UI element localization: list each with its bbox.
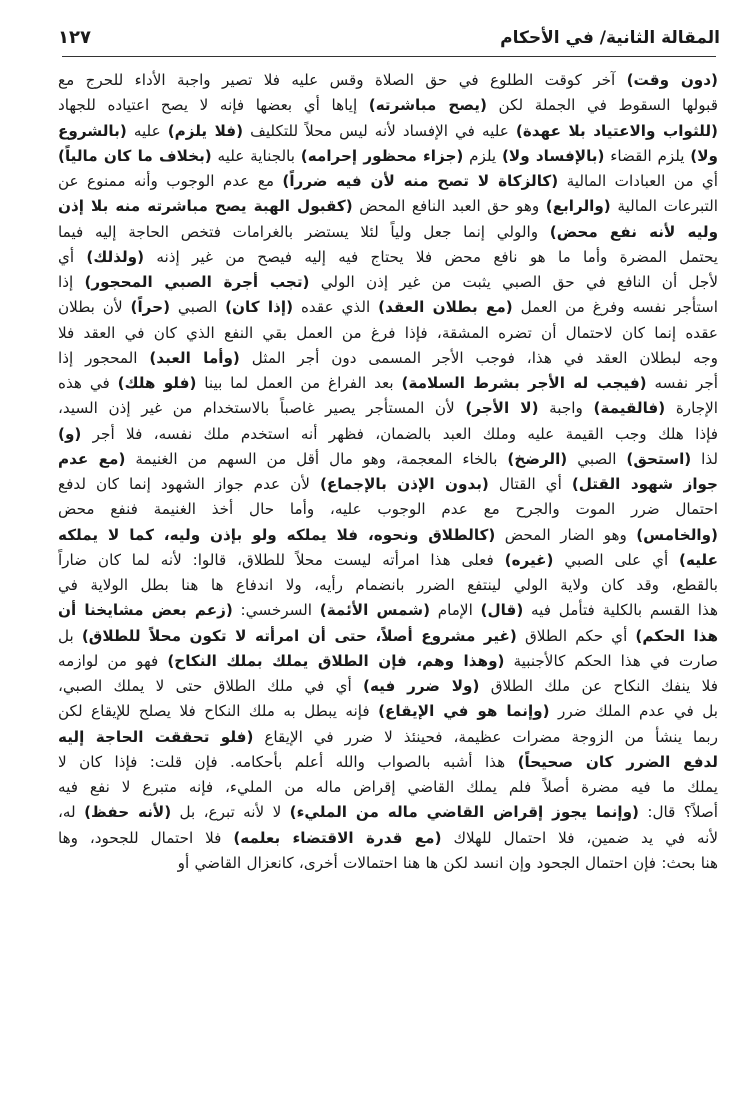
matn-text: (مع عدم bbox=[58, 449, 126, 468]
commentary-text: في هذه bbox=[58, 374, 118, 392]
commentary-text: الإمام bbox=[430, 601, 481, 620]
commentary-text: فلا ينفك النكاح عن ملك الطلاق bbox=[479, 677, 718, 695]
matn-text: (قال) bbox=[480, 601, 524, 620]
matn-text: (يصح مباشرته) bbox=[368, 96, 487, 115]
matn-text: (غير مشروع أصلاً، حتى أن امرأته لا تكون محلاً للطلاق) bbox=[81, 626, 517, 645]
matn-text: (ولا ضرر فيه) bbox=[363, 677, 480, 695]
text-line bbox=[58, 851, 718, 876]
commentary-text: لأن بطلان bbox=[58, 298, 131, 317]
matn-text: (والرابع) bbox=[545, 197, 611, 216]
matn-text: (زعم بعض مشايخنا أن bbox=[58, 601, 233, 620]
commentary-text: أي bbox=[58, 247, 87, 266]
matn-text: (مع قدرة الاقتضاء بعلمه) bbox=[233, 828, 442, 847]
matn-text: (بالشروع bbox=[58, 121, 127, 140]
matn-text: (وإنما يجوز إقراض القاضي ماله من المليء) bbox=[289, 803, 639, 822]
matn-text: (بالإفساد ولا) bbox=[501, 146, 605, 165]
matn-text: (كالزكاة لا تصح منه لأن فيه ضرراً) bbox=[282, 172, 559, 190]
matn-text: (كقبول الهبة يصح مباشرته منه بلا إذن bbox=[58, 197, 353, 216]
commentary-text: التبرعات المالية bbox=[610, 197, 718, 216]
text-line bbox=[58, 194, 718, 219]
text-line bbox=[58, 270, 718, 295]
text-line bbox=[58, 497, 718, 522]
commentary-text: استأجر نفسه وفرغ من العمل bbox=[512, 298, 718, 317]
matn-text: (وأما العبد) bbox=[149, 348, 240, 367]
text-line bbox=[58, 649, 718, 674]
commentary-text: يحتمل المضرة وأما ما هو نافع محض فلا يحتاج فيه إليه فيصح من غير إذنه bbox=[144, 247, 718, 266]
commentary-text: بالقطع، وقد كان ولاية الولي لينتفع الضرر بانضمام رأيه، ولا اندفاع ها هنا بطل الولاية في bbox=[58, 576, 718, 594]
matn-text: (فلا يلزم) bbox=[167, 121, 244, 140]
text-line bbox=[58, 750, 718, 775]
matn-text: (للثواب والاعتياد بلا عهدة) bbox=[515, 121, 718, 140]
matn-text: (استحق) bbox=[626, 449, 692, 468]
commentary-text: لأن عدم جواز الشهود إنما كان لدفع bbox=[58, 475, 320, 493]
commentary-text: آخر كوقت الطلوع في حق الصلاة وقس عليه فلا تصير واجبة الأداء للحرج مع bbox=[58, 71, 627, 89]
matn-text: وليه لأنه نفع محض) bbox=[549, 222, 718, 241]
matn-text: (إذا كان) bbox=[225, 298, 294, 317]
commentary-text: هنا بحث: فإن احتمال الجحود وإن انسد لكن ها هنا احتمالات أخرى، كانعزال القاضي أو bbox=[177, 853, 718, 872]
commentary-text: فعلى هذا امرأته ليست محلاً للطلاق، قالوا: لأنه لما كان ضاراً bbox=[58, 550, 505, 569]
commentary-text: واجبة bbox=[538, 399, 594, 418]
commentary-text: يملك ما فيه مضرة أصلاً فلم يملك القاضي إقراض ماله من المليء، فإنه متبرع لا نفع فيه bbox=[58, 778, 718, 796]
commentary-text: الإجارة bbox=[665, 399, 718, 418]
text-line bbox=[58, 472, 718, 497]
commentary-text: والولي إنما جعل ولياً لئلا يستضر بالغرامات فتخص الحاجة إليه فيما bbox=[58, 222, 550, 241]
matn-text: (ولذلك) bbox=[86, 247, 145, 266]
matn-text: (فالقيمة) bbox=[593, 399, 666, 418]
commentary-text: يلزم bbox=[463, 146, 502, 165]
matn-text: (كالطلاق ونحوه، فلا يملكه ولو بإذن وليه، كما لا يملكه bbox=[58, 525, 496, 544]
commentary-text: يلزم القضاء bbox=[604, 146, 691, 165]
matn-text: (غيره) bbox=[504, 550, 554, 569]
text-line bbox=[58, 68, 718, 93]
matn-text: (بخلاف ما كان مالياً) bbox=[58, 146, 212, 165]
text-line bbox=[58, 800, 718, 825]
text-line bbox=[58, 396, 718, 421]
matn-text: (تجب أجرة الصبي المحجور) bbox=[84, 273, 310, 291]
commentary-text: أي من العبادات المالية bbox=[558, 172, 718, 190]
commentary-text: السرخسي: bbox=[232, 601, 320, 620]
commentary-text: أجر نفسه bbox=[646, 374, 718, 392]
matn-text: (بدون الإذن بالإجماع) bbox=[319, 475, 489, 493]
text-line bbox=[58, 93, 718, 118]
matn-text: ولا) bbox=[690, 146, 718, 165]
commentary-text: إذا bbox=[58, 273, 85, 291]
commentary-text: بعد الفراغ من العمل لما بينا bbox=[196, 374, 402, 392]
matn-text: (فيجب له الأجر بشرط السلامة) bbox=[401, 374, 647, 392]
matn-text: (فلو تحققت الحاجة إليه bbox=[58, 727, 254, 746]
matn-text: (مع بطلان العقد) bbox=[378, 298, 513, 317]
commentary-text: احتمال ضرر الموت والجرح مع عدم الوجوب عليه، وأما حال أخذ الغنيمة فنفع محض bbox=[58, 500, 718, 519]
commentary-text: بالجناية عليه bbox=[211, 146, 301, 165]
text-line bbox=[58, 245, 718, 270]
page-number: ١٢٧ bbox=[58, 27, 91, 48]
commentary-text: قبولها السقوط في الجملة لكن bbox=[486, 96, 718, 115]
commentary-text: فلا احتمال للجحود، وها bbox=[58, 828, 234, 847]
matn-text: هذا الحكم) bbox=[635, 626, 718, 645]
matn-text: (وهذا وهم، فإن الطلاق يملك بملك النكاح) bbox=[167, 651, 505, 670]
text-line bbox=[58, 775, 718, 800]
text-line bbox=[58, 624, 718, 649]
text-line bbox=[58, 826, 718, 851]
matn-text: (لا الأجر) bbox=[465, 399, 539, 418]
text-line bbox=[58, 169, 718, 194]
page-header bbox=[58, 24, 720, 54]
commentary-text: بل bbox=[58, 626, 82, 645]
commentary-text: الذي عقده bbox=[293, 298, 379, 317]
matn-text: (فلو هلك) bbox=[117, 374, 197, 392]
text-line bbox=[58, 699, 718, 724]
commentary-text: لذا bbox=[691, 449, 718, 468]
commentary-text: أي حكم الطلاق bbox=[516, 626, 636, 645]
commentary-text: الصبي bbox=[567, 449, 627, 468]
commentary-text: هذا القسم بالكلية فتأمل فيه bbox=[523, 601, 718, 620]
matn-text: لدفع الضرر كان صحيحاً) bbox=[517, 752, 718, 771]
commentary-text: عليه bbox=[126, 121, 168, 140]
commentary-text: لأجل أن النافع في حق الصبي يثبت من غير إذن الولي bbox=[309, 273, 718, 291]
commentary-text: المحجور إذا bbox=[58, 348, 150, 367]
text-line bbox=[58, 295, 718, 320]
commentary-text: وهو الضار المحض bbox=[495, 525, 637, 544]
text-line bbox=[58, 220, 718, 245]
commentary-text: له، bbox=[58, 803, 85, 822]
matn-text: جواز شهود القتل) bbox=[571, 475, 718, 493]
text-line bbox=[58, 573, 718, 598]
matn-text: (وإنما هو في الإيقاع) bbox=[378, 702, 550, 721]
matn-text: (الرضخ) bbox=[507, 449, 568, 468]
commentary-text: بل في عدم الملك ضرر bbox=[549, 702, 718, 721]
commentary-text: هذا أشبه بالصواب والله أعلم بأحكامه. فإن قلت: فإذا كان لا bbox=[58, 752, 518, 771]
text-line bbox=[58, 523, 718, 548]
commentary-text: أي القتال bbox=[488, 475, 572, 493]
matn-text: (حراً) bbox=[130, 298, 171, 317]
commentary-text: عقده إنما كان لاحتمال أن تضره المشقة، فإذا فرغ من العمل بقي النفع الذي كان في العقد فلا bbox=[58, 323, 718, 342]
commentary-text: فهو من لوازمه bbox=[58, 651, 168, 670]
commentary-text: عليه في الإفساد لأنه ليس محلاً للتكليف bbox=[243, 121, 516, 140]
commentary-text: فإذا هلك وجب القيمة عليه وملك العبد بالضمان، فظهر أنه استخدم ملك نفسه، فلا أجر bbox=[81, 424, 718, 443]
commentary-text: وجه لبطلان العقد في هذا، فوجب الأجر المسمى دون أجر المثل bbox=[239, 348, 718, 367]
matn-text: (شمس الأئمة) bbox=[319, 601, 431, 620]
header-divider bbox=[62, 56, 716, 57]
commentary-text: بالخاء المعجمة، وهو مال أقل من السهم من الغنيمة bbox=[125, 449, 508, 468]
text-line bbox=[58, 447, 718, 472]
text-line bbox=[58, 548, 718, 573]
commentary-text: فإنه يبطل به ملك النكاح فلا يصلح للإيقاع لكن bbox=[58, 702, 379, 721]
commentary-text: ربما ينشأ من الزوجة مضرات عظيمة، فحينئذ لا ضرر في الإيقاع bbox=[253, 727, 718, 746]
text-line bbox=[58, 144, 718, 169]
matn-text: (والخامس) bbox=[636, 525, 718, 544]
commentary-text: مع عدم الوجوب وأنه ممنوع عن bbox=[58, 172, 283, 190]
body-text bbox=[58, 68, 718, 876]
commentary-text: الصبي bbox=[170, 298, 226, 317]
text-line bbox=[58, 422, 718, 447]
matn-text: (جزاء محظور إحرامه) bbox=[300, 146, 464, 165]
commentary-text: أصلاً؟ قال: bbox=[639, 803, 718, 822]
text-line bbox=[58, 674, 718, 699]
text-line bbox=[58, 321, 718, 346]
commentary-text: لا لأنه تبرع، بل bbox=[171, 803, 290, 822]
matn-text: (لأنه حفظ) bbox=[84, 803, 172, 822]
matn-text: عليه) bbox=[679, 550, 718, 569]
commentary-text: لأنه في يد ضمين، فلا احتمال للهلاك bbox=[441, 828, 718, 847]
commentary-text: أي في ملك الطلاق حتى لا يملك الصبي، bbox=[58, 677, 364, 695]
commentary-text: لأن المستأجر يصير غاصباً بالاستخدام من غير إذن السيد، bbox=[58, 399, 466, 418]
commentary-text: وهو حق العبد النافع المحض bbox=[352, 197, 546, 216]
text-line bbox=[58, 598, 718, 623]
commentary-text: أي على الصبي bbox=[553, 550, 680, 569]
text-line bbox=[58, 119, 718, 144]
text-line bbox=[58, 725, 718, 750]
matn-text: (و) bbox=[58, 424, 82, 443]
commentary-text: صارت في هذا الحكم كالأجنبية bbox=[504, 651, 718, 670]
running-title: المقالة الثانية/ في الأحكام bbox=[500, 28, 720, 48]
text-line bbox=[58, 371, 718, 396]
text-line bbox=[58, 346, 718, 371]
matn-text: (دون وقت) bbox=[626, 71, 718, 89]
commentary-text: إياها أي بعضها فإنه لا يصح اعتياده للجهاد bbox=[58, 96, 369, 115]
